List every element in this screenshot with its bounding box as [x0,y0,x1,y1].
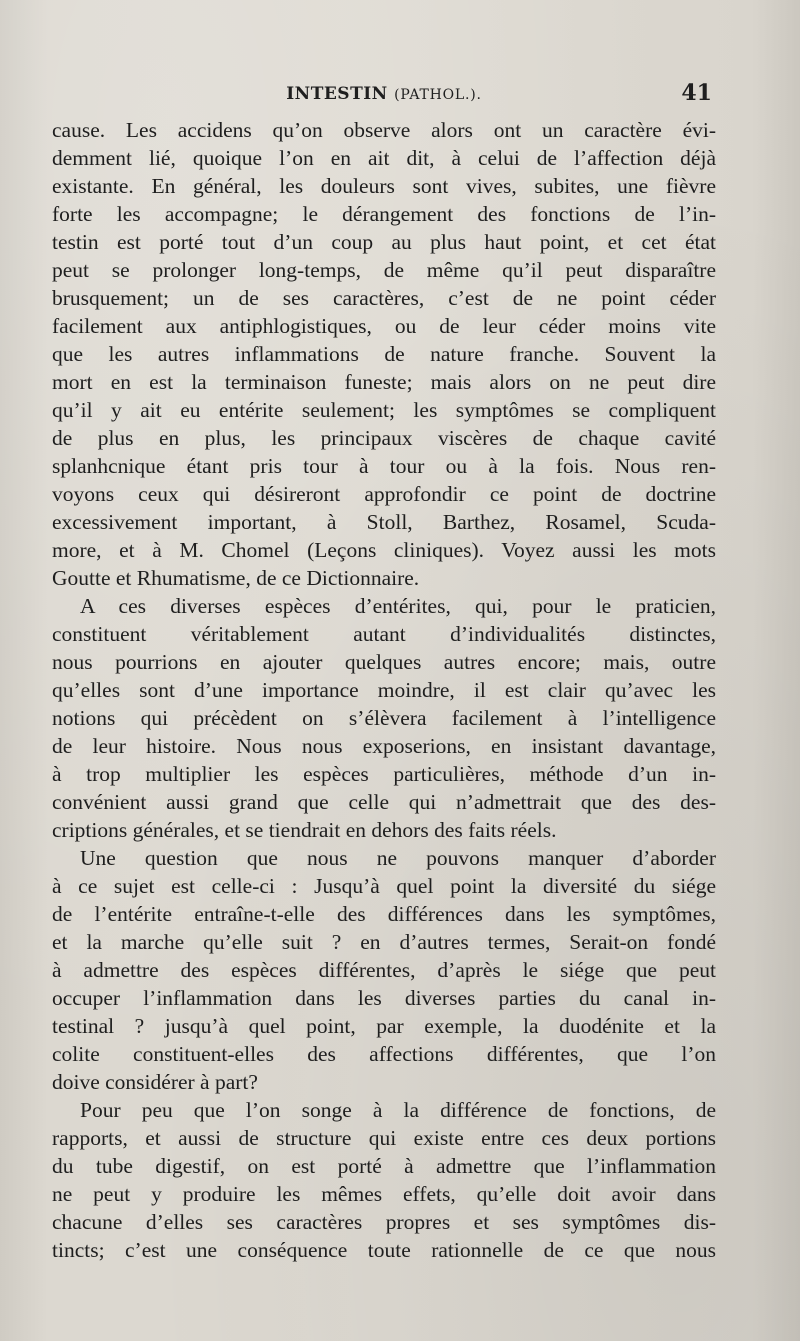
text-line: chacune d’elles ses caractères propres et ses symptômes dis- [52,1210,716,1234]
text-line: et la marche qu’elle suit ? en d’autres termes, Serait-on fondé [52,930,716,954]
running-header [52,80,716,110]
text-line: A ces diverses espèces d’entérites, qui, pour le praticien, [80,594,716,618]
text-line: testinal ? jusqu’à quel point, par exemple, la duodénite et la [52,1014,716,1038]
paragraph-4 [52,1096,716,1264]
text-line: Pour peu que l’on songe à la différence de fonctions, de [80,1098,716,1122]
text-line: ne peut y produire les mêmes effets, qu’elle doit avoir dans [52,1182,716,1206]
text-line: de leur histoire. Nous nous exposerions, en insistant davantage, [52,734,716,758]
text-line: existante. En général, les douleurs sont vives, subites, une fièvre [52,174,716,198]
text-line: doive considérer à part? [52,1070,258,1094]
text-line: à ce sujet est celle-ci : Jusqu’à quel point la diversité du siége [52,874,716,898]
paragraph-1 [52,116,716,592]
text-line: mort en est la terminaison funeste; mais alors on ne peut dire [52,370,716,394]
text-line: constituent véritablement autant d’individualités distinctes, [52,622,716,646]
text-line: notions qui précèdent on s’élèvera facilement à l’intelligence [52,706,716,730]
text-line: excessivement important, à Stoll, Barthez, Rosamel, Scuda- [52,510,716,534]
text-line: qu’elles sont d’une importance moindre, il est clair qu’avec les [52,678,716,702]
text-line: du tube digestif, on est porté à admettre que l’inflammation [52,1154,716,1178]
paragraph-2 [52,592,716,844]
text-line: de l’entérite entraîne-t-elle des différences dans les symptômes, [52,902,716,926]
text-line: à trop multiplier les espèces particulières, méthode d’un in- [52,762,716,786]
text-line: criptions générales, et se tiendrait en dehors des faits réels. [52,818,557,842]
text-line: qu’il y ait eu entérite seulement; les symptômes se compliquent [52,398,716,422]
text-line: voyons ceux qui désireront approfondir ce point de doctrine [52,482,716,506]
text-line: occuper l’inflammation dans les diverses parties du canal in- [52,986,716,1010]
text-line: colite constituent-elles des affections différentes, que l’on [52,1042,716,1066]
text-line: more, et à M. Chomel (Leçons cliniques). Voyez aussi les mots [52,538,716,562]
text-line: brusquement; un de ses caractères, c’est de ne point céder [52,286,716,310]
text-line: nous pourrions en ajouter quelques autres encore; mais, outre [52,650,716,674]
text-line: demment lié, quoique l’on en ait dit, à celui de l’affection déjà [52,146,716,170]
text-line: Goutte et Rhumatisme, de ce Dictionnaire. [52,566,420,590]
paragraph-3 [52,844,716,1096]
running-title [52,84,716,104]
text-line: peut se prolonger long-temps, de même qu’il peut disparaître [52,258,716,282]
text-line: forte les accompagne; le dérangement des fonctions de l’in- [52,202,716,226]
text-line: à admettre des espèces différentes, d’après le siége que peut [52,958,716,982]
text-line: facilement aux antiphlogistiques, ou de leur céder moins vite [52,314,716,338]
text-line: splanhcnique étant pris tour à tour ou à la fois. Nous ren- [52,454,716,478]
text-line: de plus en plus, les principaux viscères de chaque cavité [52,426,716,450]
text-line: testin est porté tout d’un coup au plus haut point, et cet état [52,230,716,254]
text-line: tincts; c’est une conséquence toute rationnelle de ce que nous [52,1238,716,1262]
body-text [52,116,716,1264]
text-line: Une question que nous ne pouvons manquer d’aborder [80,846,716,870]
running-title-sub: (PATHOL.). [394,87,482,103]
running-title-main: INTESTIN [286,84,388,104]
text-line: que les autres inflammations de nature franche. Souvent la [52,342,716,366]
text-line: cause. Les accidens qu’on observe alors ont un caractère évi- [52,118,716,142]
text-line: convénient aussi grand que celle qui n’admettrait que des des- [52,790,716,814]
page-number: 41 [681,80,712,106]
text-line: rapports, et aussi de structure qui existe entre ces deux portions [52,1126,716,1150]
